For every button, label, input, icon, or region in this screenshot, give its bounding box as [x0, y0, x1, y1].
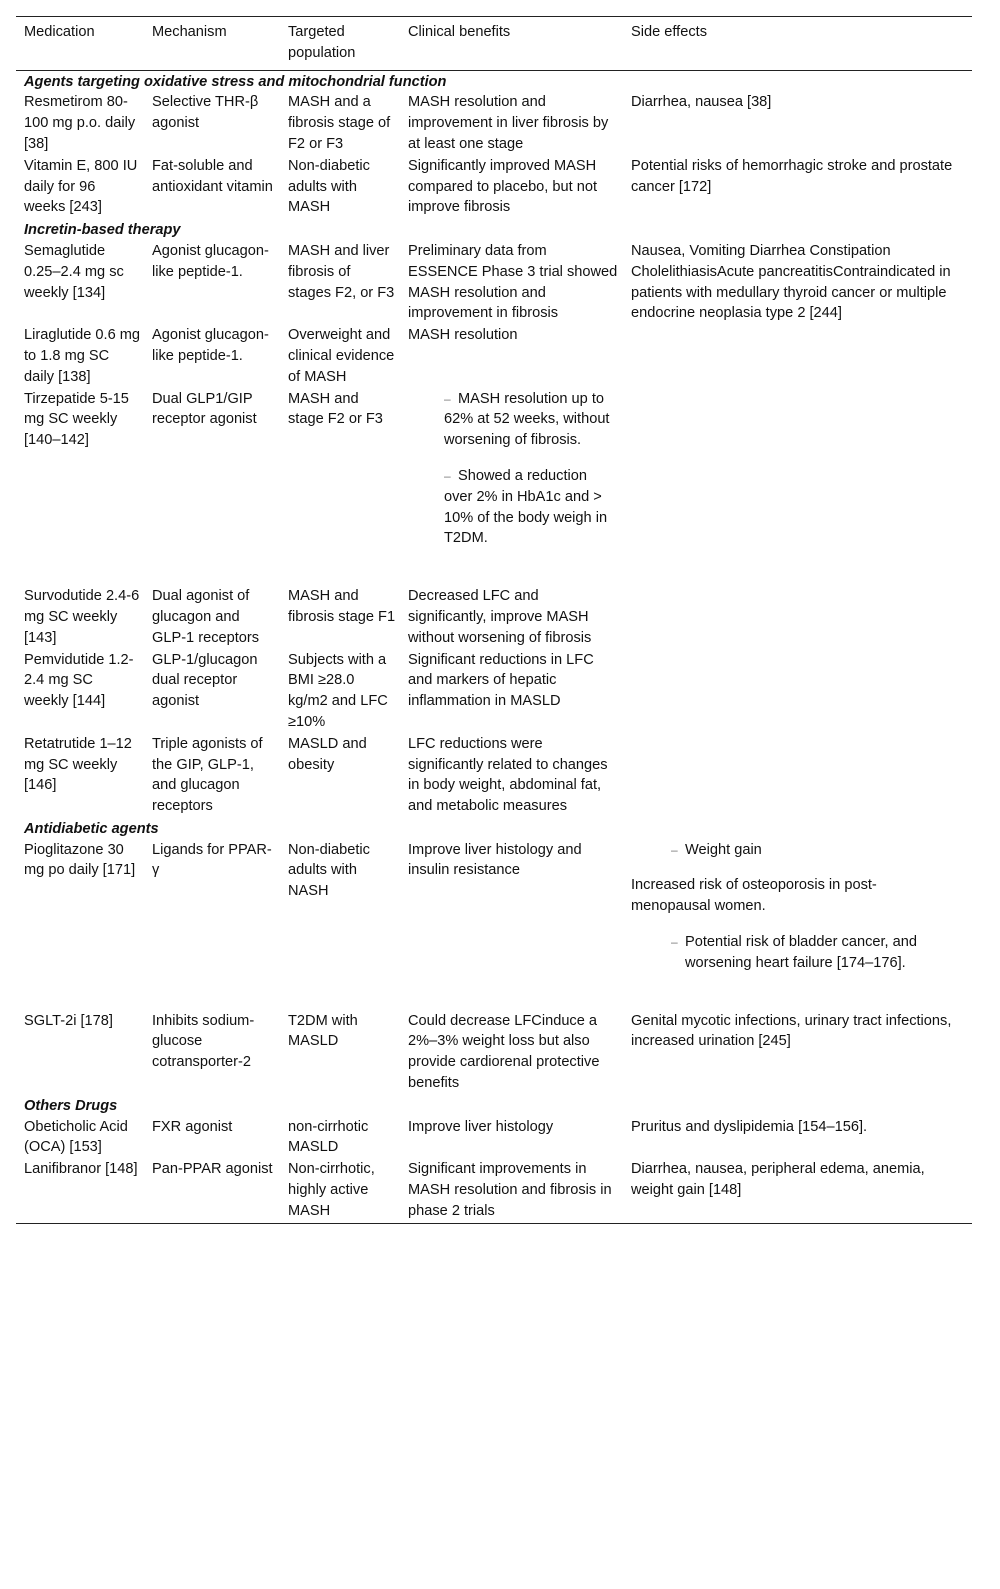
- section-title: Incretin-based therapy: [24, 222, 181, 239]
- table-row-oca: [16, 1117, 972, 1160]
- cell-mechanism: Agonist glucagon-like peptide-1.: [152, 242, 269, 280]
- section-row-antidiabetic: [16, 818, 972, 840]
- cell-side-effects: [623, 650, 972, 734]
- cell-side-effects: [623, 734, 972, 818]
- table-row-tirzepatide: [16, 389, 972, 587]
- cell-medication: Tirzepatide 5-15 mg SC weekly [140–142]: [24, 390, 129, 449]
- cell-side-effects: Potential risks of hemorrhagic stroke and prostate cancer [172]: [631, 157, 953, 195]
- table-row-lanifibranor: [16, 1159, 972, 1223]
- table-row-liraglutide: [16, 325, 972, 388]
- cell-medication: Resmetirom 80-100 mg p.o. daily [38]: [24, 94, 136, 152]
- side-effect-note: Increased risk of osteoporosis in post-menopausal women.: [631, 877, 877, 915]
- cell-population: MASH and a fibrosis stage of F2 or F3: [288, 94, 391, 152]
- side-effect-list: [631, 840, 952, 861]
- section-title: Antidiabetic agents: [24, 820, 159, 837]
- table-row-retatrutide: [16, 734, 972, 818]
- cell-benefits: Improve liver histology: [408, 1118, 554, 1135]
- table-row-pemvidutide: [16, 650, 972, 734]
- cell-benefits: MASH resolution and improvement in liver fibrosis by at least one stage: [408, 94, 609, 152]
- list-item: – MASH resolution up to 62% at 52 weeks, without worsening of fibrosis.: [444, 390, 610, 449]
- cell-side-effects: Genital mycotic infections, urinary tract infections, increased urination [245]: [631, 1012, 952, 1050]
- bullet-dash: –: [671, 842, 678, 857]
- cell-medication: Vitamin E, 800 IU daily for 96 weeks [243]: [24, 157, 138, 216]
- cell-mechanism: Pan-PPAR agonist: [152, 1161, 273, 1178]
- cell-population: MASH and stage F2 or F3: [288, 390, 383, 428]
- cell-mechanism: Dual GLP1/GIP receptor agonist: [152, 390, 257, 428]
- list-item: – Potential risk of bladder cancer, and worsening heart failure [174–176].: [671, 934, 918, 971]
- cell-side-effects: Diarrhea, nausea [38]: [631, 94, 772, 111]
- bullet-dash: –: [444, 468, 451, 483]
- section-row-incretin: [16, 219, 972, 241]
- cell-mechanism: FXR agonist: [152, 1118, 233, 1135]
- table-row-pioglitazone: [16, 840, 972, 1011]
- cell-mechanism: Inhibits sodium-glucose cotransporter-2: [152, 1012, 255, 1071]
- cell-population: Non-diabetic adults with NASH: [288, 841, 370, 900]
- cell-side-effects: Nausea, Vomiting Diarrhea Constipation CholelithiasisAcute pancreatitisContraindicated in patients with medullary thyroid cancer or multiple endocrine neoplasia type 2 [244]: [631, 242, 951, 322]
- bullet-dash: –: [671, 935, 678, 950]
- cell-medication: Retatrutide 1–12 mg SC weekly [146]: [24, 735, 132, 794]
- cell-medication: Semaglutide 0.25–2.4 mg sc weekly [134]: [24, 242, 124, 301]
- cell-side-effects: [623, 325, 972, 388]
- table-row-resmetirom: [16, 92, 972, 155]
- cell-medication: Pemvidutide 1.2-2.4 mg SC weekly [144]: [24, 651, 134, 710]
- cell-benefits: MASH resolution: [408, 327, 518, 344]
- cell-medication: SGLT-2i [178]: [24, 1012, 113, 1029]
- cell-mechanism: Agonist glucagon-like peptide-1.: [152, 327, 269, 364]
- cell-population: T2DM with MASLD: [288, 1012, 358, 1050]
- list-item: – Weight gain: [671, 840, 952, 861]
- cell-mechanism: Triple agonists of the GIP, GLP-1, and glucagon receptors: [152, 735, 263, 815]
- cell-side-effects: [623, 389, 972, 587]
- cell-population: Overweight and clinical evidence of MASH: [288, 327, 395, 385]
- bullet-dash: –: [444, 391, 451, 406]
- table-header-row: [16, 17, 972, 71]
- cell-population: MASH and fibrosis stage F1: [288, 588, 396, 625]
- cell-benefits: Could decrease LFCinduce a 2%–3% weight loss but also provide cardiorenal protective benefits: [408, 1012, 600, 1092]
- benefit-list: [444, 389, 613, 550]
- header-medication: Medication: [24, 24, 95, 40]
- cell-population: MASLD and obesity: [288, 735, 367, 773]
- medication-table: [16, 16, 972, 1224]
- table-row-sglt2i: [16, 1011, 972, 1095]
- cell-benefits: Improve liver histology and insulin resistance: [408, 841, 582, 879]
- cell-population: Non-cirrhotic, highly active MASH: [288, 1161, 375, 1219]
- section-title: Others Drugs: [24, 1097, 118, 1114]
- cell-medication: Survodutide 2.4-6 mg SC weekly [143]: [24, 588, 140, 646]
- section-title: Agents targeting oxidative stress and mitochondrial function: [24, 73, 447, 90]
- header-benefits: Clinical benefits: [408, 24, 511, 40]
- cell-medication: Obeticholic Acid (OCA) [153]: [24, 1118, 128, 1156]
- cell-mechanism: Fat-soluble and antioxidant vitamin: [152, 157, 273, 195]
- cell-population: Non-diabetic adults with MASH: [288, 157, 370, 216]
- cell-mechanism: GLP-1/glucagon dual receptor agonist: [152, 651, 258, 710]
- header-population-line2: population: [288, 44, 356, 61]
- cell-benefits: Significant reductions in LFC and markers of hepatic inflammation in MASLD: [408, 651, 594, 710]
- side-effect-list: [631, 932, 952, 974]
- cell-side-effects: [623, 586, 972, 649]
- cell-mechanism: Selective THR-β agonist: [152, 94, 259, 132]
- header-side-effects: Side effects: [631, 24, 707, 40]
- header-population-line1: Targeted: [288, 24, 345, 40]
- cell-side-effects: [623, 840, 972, 1011]
- cell-benefits: LFC reductions were significantly related to changes in body weight, abdominal fat, and metabolic measures: [408, 735, 608, 815]
- cell-mechanism: Ligands for PPAR-γ: [152, 841, 272, 879]
- header-mechanism: Mechanism: [152, 24, 227, 40]
- table-row-survodutide: [16, 586, 972, 649]
- cell-side-effects: Diarrhea, nausea, peripheral edema, anemia, weight gain [148]: [631, 1161, 925, 1199]
- cell-medication: Liraglutide 0.6 mg to 1.8 mg SC daily [138]: [24, 327, 141, 385]
- list-item: – Showed a reduction over 2% in HbA1c and > 10% of the body weigh in T2DM.: [444, 467, 608, 547]
- cell-population: Subjects with a BMI ≥28.0 kg/m2 and LFC ≥10%: [288, 651, 388, 730]
- header-population: [280, 17, 400, 71]
- section-row-oxidative: [16, 70, 972, 92]
- section-row-others: [16, 1095, 972, 1117]
- cell-benefits: [400, 389, 623, 587]
- cell-benefits: Significantly improved MASH compared to placebo, but not improve fibrosis: [408, 157, 598, 216]
- cell-benefits: Preliminary data from ESSENCE Phase 3 trial showed MASH resolution and improvement in fibrosis: [408, 242, 618, 322]
- cell-mechanism: Dual agonist of glucagon and GLP-1 receptors: [152, 588, 260, 646]
- cell-benefits: Significant improvements in MASH resolution and fibrosis in phase 2 trials: [408, 1161, 612, 1219]
- cell-benefits: Decreased LFC and significantly, improve MASH without worsening of fibrosis: [408, 588, 592, 646]
- cell-medication: Pioglitazone 30 mg po daily [171]: [24, 841, 136, 879]
- table-row-semaglutide: [16, 241, 972, 325]
- cell-side-effects: Pruritus and dyslipidemia [154–156].: [631, 1118, 868, 1135]
- cell-medication: Lanifibranor [148]: [24, 1161, 138, 1178]
- table-row-vitamin-e: [16, 156, 972, 219]
- cell-population: MASH and liver fibrosis of stages F2, or F3: [288, 242, 395, 301]
- cell-population: non-cirrhotic MASLD: [288, 1118, 369, 1156]
